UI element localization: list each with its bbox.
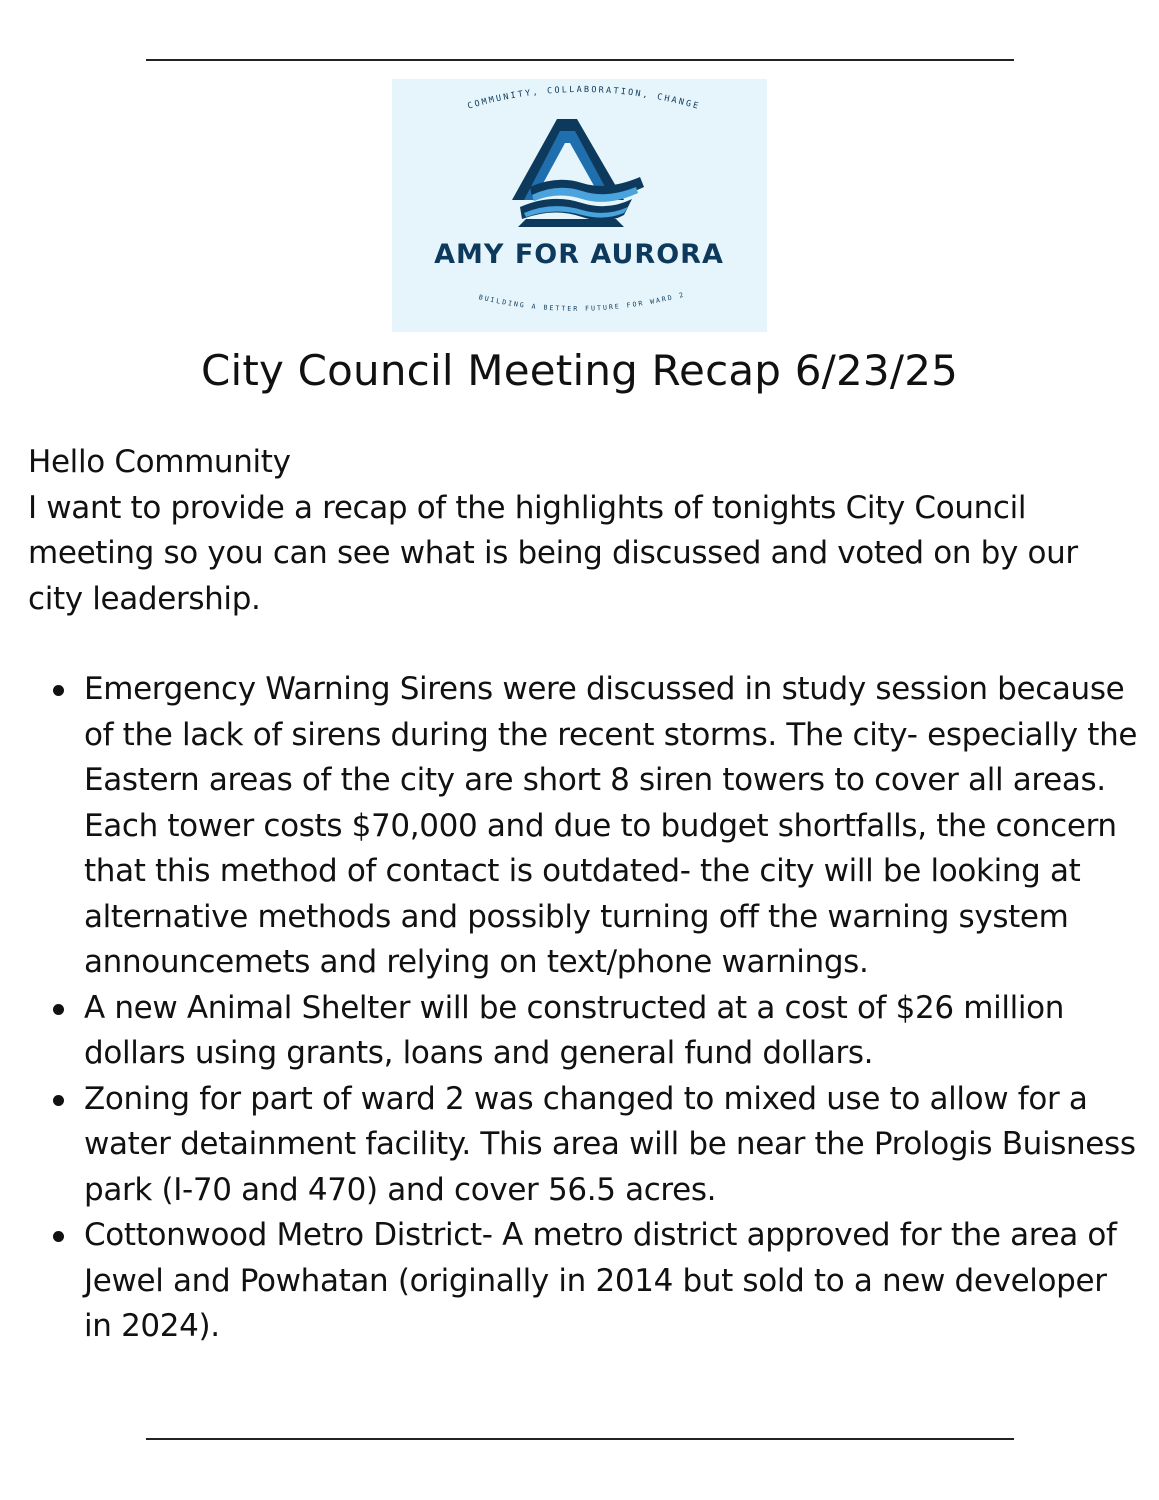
list-item bbox=[84, 1077, 1138, 1214]
intro-paragraph: I want to provide a recap of the highlights of tonights City Council meeting so you can see what is being discussed and voted on by our city leadership. bbox=[28, 489, 1078, 617]
svg-text:COMMUNITY, COLLABORATION, CHAN bbox=[466, 85, 701, 112]
bullet-icon bbox=[53, 1004, 64, 1015]
list-item-text: A new Animal Shelter will be constructed at a cost of $26 million dollars using grants, loans and general fund dollars. bbox=[84, 989, 1065, 1071]
list-item-text: Emergency Warning Sirens were discussed in study session because of the lack of sirens during the recent storms. The city- especially the Eastern areas of the city are short 8 siren towers to cover all areas. Each tower costs $70,000 and due to budget shortfalls, the concern that this method of contact is outdated- the city will be looking at alternative methods and possibly turning off the warning system announcemets and relying on text/phone warnings. bbox=[84, 671, 1138, 980]
recap-body bbox=[28, 440, 1138, 1350]
list-item-text: Cottonwood Metro District- A metro district approved for the area of Jewel and Powhatan (originally in 2014 but sold to a new developer in 2024). bbox=[84, 1217, 1117, 1344]
list-item bbox=[84, 986, 1138, 1077]
highlights-list bbox=[28, 667, 1138, 1350]
list-item bbox=[84, 667, 1138, 986]
list-item-text: Zoning for part of ward 2 was changed to mixed use to allow for a water detainment facility. This area will be near the Prologis Buisness park (I-70 and 470) and cover 56.5 acres. bbox=[84, 1080, 1136, 1208]
list-item bbox=[84, 1213, 1138, 1350]
logo-bottom-arc: BUILDING A BETTER FUTURE FOR WARD 2 bbox=[477, 290, 687, 313]
logo-mark-icon bbox=[512, 119, 644, 227]
bullet-icon bbox=[53, 1095, 64, 1106]
bottom-divider bbox=[146, 1438, 1014, 1440]
svg-text:BUILDING A BETTER FUTURE FOR W bbox=[478, 290, 686, 312]
logo-top-arc: COMMUNITY, COLLABORATION, CHANGE bbox=[466, 84, 702, 113]
campaign-logo bbox=[392, 79, 767, 332]
logo-name: AMY FOR AURORA bbox=[434, 239, 724, 270]
bullet-icon bbox=[53, 1231, 64, 1242]
greeting: Hello Community bbox=[28, 444, 291, 480]
top-divider bbox=[146, 59, 1014, 61]
bullet-icon bbox=[53, 685, 64, 696]
page-title: City Council Meeting Recap 6/23/25 bbox=[200, 346, 959, 395]
